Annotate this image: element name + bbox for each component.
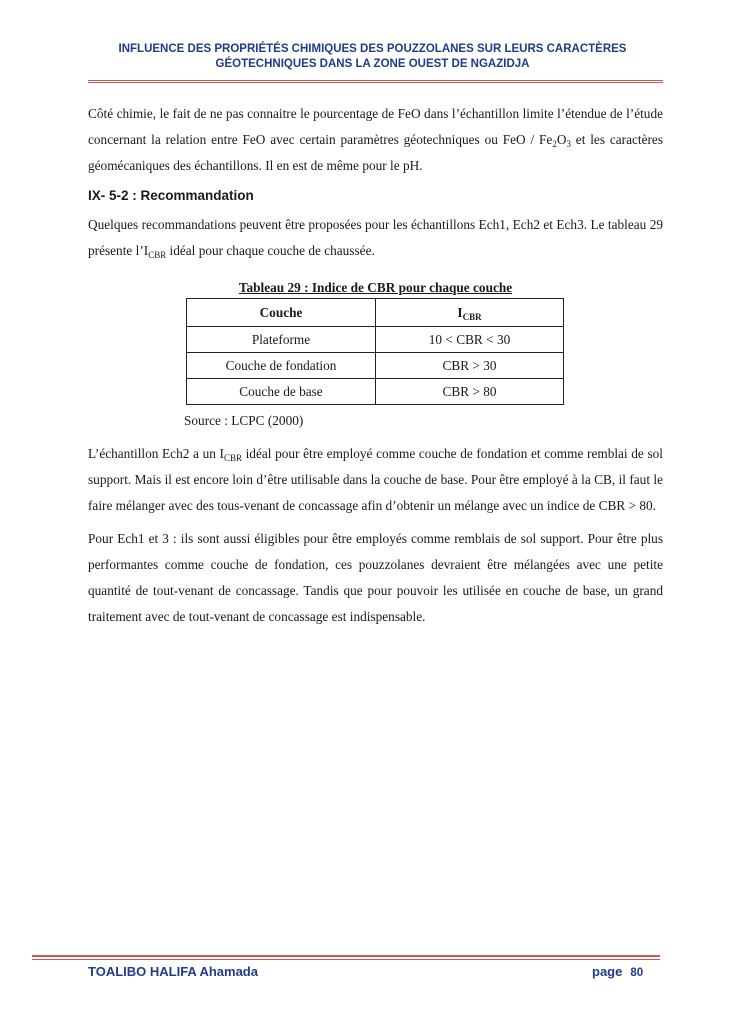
table-source: Source : LCPC (2000) bbox=[184, 413, 304, 429]
footer-author: TOALIBO HALIFA Ahamada bbox=[88, 964, 258, 979]
table-caption: Tableau 29 : Indice de CBR pour chaque couche bbox=[238, 280, 513, 296]
paragraph-chimie bbox=[88, 101, 663, 180]
table-header-row bbox=[187, 299, 564, 327]
paragraph-chimie-text-a: Côté chimie, le fait de ne pas connaitre le pourcentage de FeO dans l’échantillon limite l’étendue de l’étude concernant la relation entre FeO avec certain paramètres géotechniques ou FeO / Fe bbox=[88, 106, 663, 148]
cell-couche: Plateforme bbox=[187, 327, 376, 353]
paragraph-ech2-text-b: idéal pour être employé comme couche de fondation et comme remblai de sol support. Mais il est encore loin d’être utilisable dans la couche de base. Pour être employé à la CB, il faut le faire mélanger avec des tous-venant de concassage afin d’obtenir un mélange avec un indice de CBR > 80. bbox=[88, 446, 663, 514]
paragraph-ech1-3: Pour Ech1 et 3 : ils sont aussi éligibles pour être employés comme remblais de sol support. Pour être plus performantes comme couche de fondation, ces pouzzolanes devraient être mélangées avec une petite quantité de tout-venant de concassage. Tandis que pour pouvoir les utilisée en couche de base, un grand traitement avec de tout-venant de concassage est indispensable. bbox=[88, 530, 663, 625]
table-row bbox=[187, 327, 564, 353]
page-label: page bbox=[592, 964, 623, 979]
header-rule bbox=[88, 80, 663, 83]
header-line-1: INFLUENCE DES PROPRIÉTÉS CHIMIQUES DES POUZZOLANES SUR LEURS CARACTÈRES bbox=[118, 43, 627, 55]
paragraph-chimie-text-b: O bbox=[556, 132, 567, 148]
header-line-2: GÉOTECHNIQUES DANS LA ZONE OUEST DE NGAZIDJA bbox=[215, 58, 530, 70]
header-icbr bbox=[376, 299, 564, 327]
footer-page bbox=[592, 964, 643, 979]
cell-icbr: 10 < CBR < 30 bbox=[376, 327, 564, 353]
running-header bbox=[60, 42, 685, 72]
subscript-3: 3 bbox=[566, 139, 571, 150]
header-icbr-main: I bbox=[457, 304, 463, 320]
page-body bbox=[88, 101, 663, 630]
table-row bbox=[187, 353, 564, 379]
cell-couche: Couche de base bbox=[187, 379, 376, 405]
subscript-cbr: CBR bbox=[223, 453, 242, 464]
cbr-table bbox=[186, 298, 564, 405]
page-number: 80 bbox=[630, 967, 644, 979]
cell-icbr: CBR > 30 bbox=[376, 353, 564, 379]
cell-couche: Couche de fondation bbox=[187, 353, 376, 379]
paragraph-recommandation-text-a: Quelques recommandations peuvent être proposées pour les échantillons Ech1, Ech2 et Ech3. Le tableau 29 présente l’I bbox=[88, 216, 663, 258]
header-couche: Couche bbox=[187, 299, 376, 327]
subscript-cbr: CBR bbox=[148, 249, 167, 260]
cell-icbr: CBR > 80 bbox=[376, 379, 564, 405]
footer-rule bbox=[32, 955, 660, 960]
header-icbr-sub: CBR bbox=[462, 311, 482, 322]
subscript-2: 2 bbox=[552, 139, 557, 150]
table-row bbox=[187, 379, 564, 405]
paragraph-recommandation-text-b: idéal pour chaque couche de chaussée. bbox=[166, 242, 375, 258]
paragraph-ech2 bbox=[88, 441, 663, 520]
paragraph-recommandation bbox=[88, 212, 663, 264]
section-heading: IX- 5-2 : Recommandation bbox=[88, 187, 254, 203]
paragraph-ech2-text-a: L’échantillon Ech2 a un I bbox=[88, 446, 224, 462]
paragraph-chimie-text-c: et les caractères géomécaniques des échantillons. Il en est de même pour le pH. bbox=[88, 132, 663, 174]
